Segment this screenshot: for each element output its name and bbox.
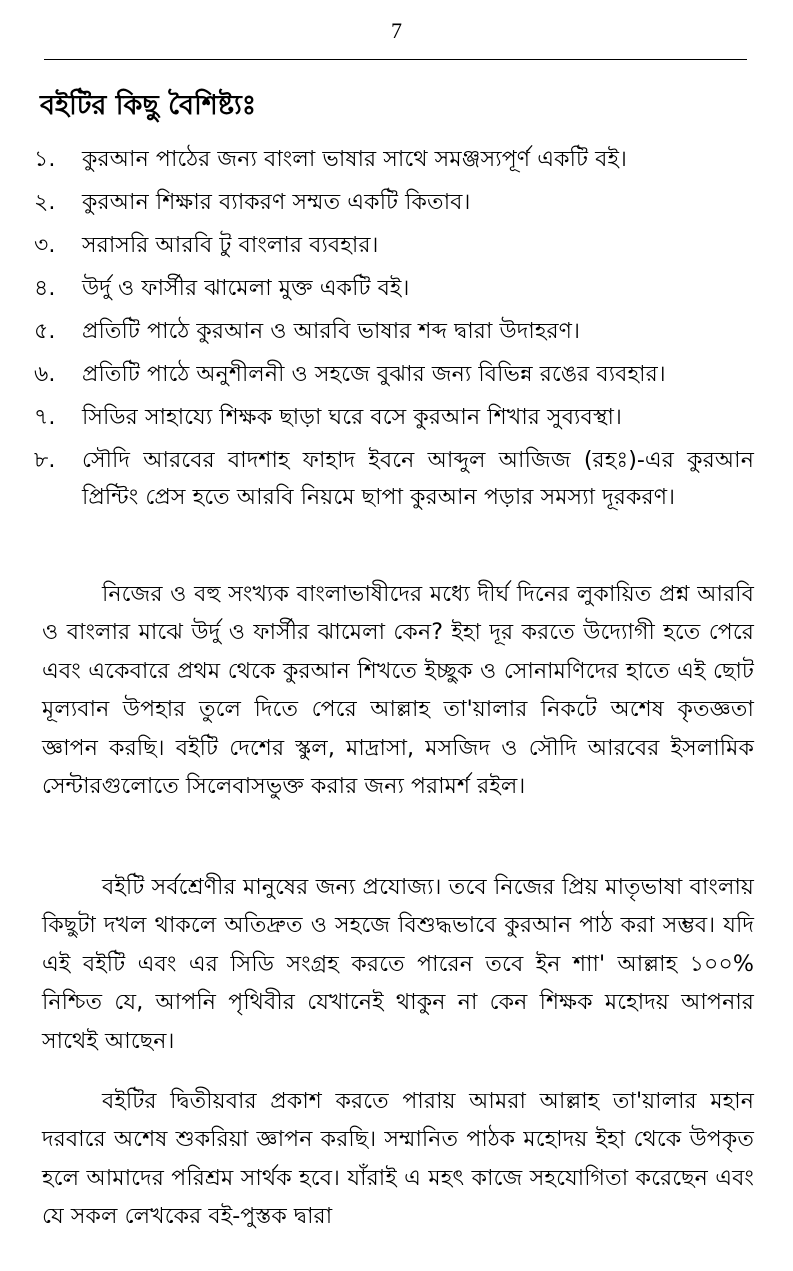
list-item-text: কুরআন পাঠের জন্য বাংলা ভাষার সাথে সমঞ্জস্যপূর্ণ একটি বই। [82, 146, 627, 172]
list-item-number: ৮. [34, 447, 56, 473]
list-item-number: ২. [34, 189, 56, 215]
list-item [34, 399, 754, 436]
section-heading: বইটির কিছু বৈশিষ্ট্যঃ [40, 90, 257, 121]
list-item-number: ৫. [34, 318, 56, 344]
list-item [34, 270, 754, 307]
list-item-text: উর্দু ও ফার্সীর ঝামেলা মুক্ত একটি বই। [82, 275, 410, 301]
list-item [34, 356, 754, 393]
list-item [34, 227, 754, 264]
header-rule [44, 59, 747, 60]
list-item [34, 184, 754, 221]
list-item-number: ৪. [34, 275, 56, 301]
list-item-text: প্রতিটি পাঠে অনুশীলনী ও সহজে বুঝার জন্য বিভিন্ন রঙের ব্যবহার। [82, 361, 666, 387]
body-paragraph-3: বইটির দ্বিতীয়বার প্রকাশ করতে পারায় আমরা আল্লাহ তা'য়ালার মহান দরবারে অশেষ শুকরিয়া জ্ঞাপন করছি। সম্মানিত পাঠক মহোদয় ইহা থেকে উপকৃত হলে আমাদের পরিশ্রম সার্থক হবে। যাঁরাই এ মহৎ কাজে সহযোগিতা করেছেন এবং যে সকল লেখকের বই-পুস্তক দ্বারা [42, 1088, 754, 1230]
list-item [34, 442, 754, 516]
body-paragraph-1: নিজের ও বহু সংখ্যক বাংলাভাষীদের মধ্যে দীর্ঘ দিনের লুকায়িত প্রশ্ন আরবি ও বাংলার মাঝে উর্দু ও ফার্সীর ঝামেলা কেন? ইহা দূর করতে উদ্যোগী হতে পেরে এবং একেবারে প্রথম থেকে কুরআন শিখতে ইচ্ছুক ও সোনামণিদের হাতে এই ছোট মূল্যবান উপহার তুলে দিতে পেরে আল্লাহ তা'য়ালার নিকটে অশেষ কৃতজ্ঞতা জ্ঞাপন করছি। বইটি দেশের স্কুল, মাদ্রাসা, মসজিদ ও সৌদি আরবের ইসলামিক সেন্টারগুলোতে সিলেবাসভুক্ত করার জন্য পরামর্শ রইল। [42, 581, 754, 800]
list-item-number: ৬. [34, 361, 56, 387]
list-item-number: ৭. [34, 404, 56, 430]
list-item-text: সৌদি আরবের বাদশাহ ফাহাদ ইবনে আব্দুল আজিজ (রহঃ)-এর কুরআন প্রিন্টিং প্রেস হতে আরবি নিয়মে ছাপা কুরআন পড়ার সমস্যা দূরকরণ। [82, 447, 754, 510]
list-item [34, 313, 754, 350]
list-item-text: সিডির সাহায্যে শিক্ষক ছাড়া ঘরে বসে কুরআন শিখার সুব্যবস্থা। [82, 404, 622, 430]
list-item-number: ৩. [34, 232, 56, 258]
list-item-text: প্রতিটি পাঠে কুরআন ও আরবি ভাষার শব্দ দ্বারা উদাহরণ। [82, 318, 581, 344]
features-list [34, 141, 754, 522]
list-item [34, 141, 754, 178]
list-item-text: কুরআন শিক্ষার ব্যাকরণ সম্মত একটি কিতাব। [82, 189, 471, 215]
list-item-text: সরাসরি আরবি টু বাংলার ব্যবহার। [82, 232, 379, 258]
page-number: 7 [391, 18, 402, 43]
body-paragraph-2: বইটি সর্বশ্রেণীর মানুষের জন্য প্রযোজ্য। তবে নিজের প্রিয় মাতৃভাষা বাংলায় কিছুটা দখল থাকলে অতিদ্রুত ও সহজে বিশুদ্ধভাবে কুরআন পাঠ করা সম্ভব। যদি এই বইটি এবং এর সিডি সংগ্রহ করতে পারেন তবে ইন শাা' আল্লাহ ১০০% নিশ্চিত যে, আপনি পৃথিবীর যেখানেই থাকুন না কেন শিক্ষক মহোদয় আপনার সাথেই আছেন। [42, 874, 754, 1054]
list-item-number: ১. [34, 146, 56, 172]
